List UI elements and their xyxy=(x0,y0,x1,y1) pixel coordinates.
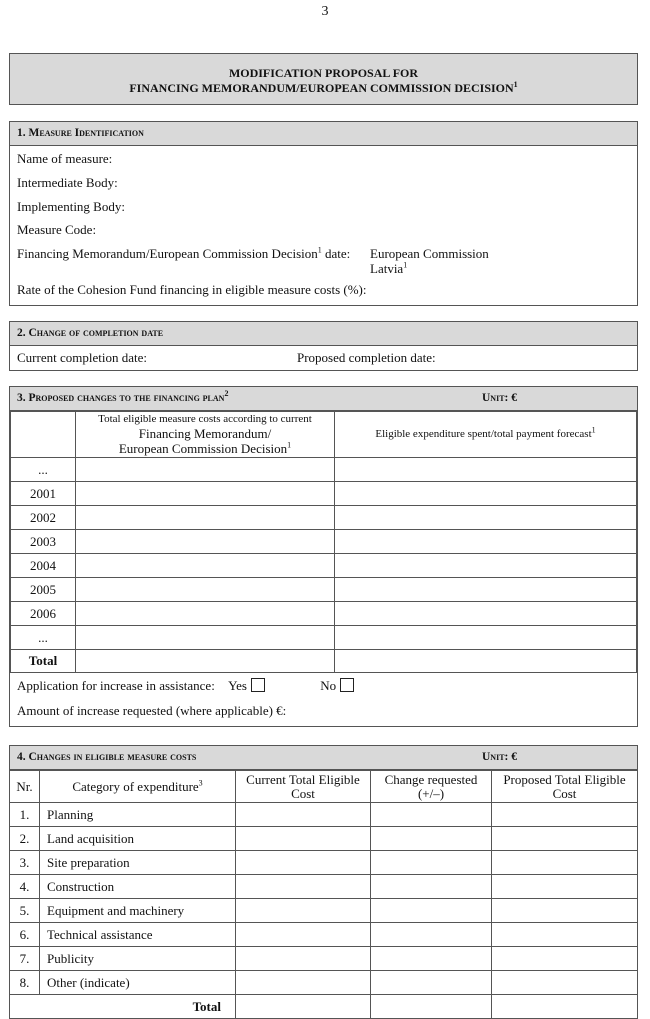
current-cost-cell[interactable] xyxy=(236,899,371,923)
cost-cell[interactable] xyxy=(76,578,335,602)
row-number: 1. xyxy=(10,803,40,827)
section-4-heading: 4. Changes in eligible measure costs Unit: € xyxy=(10,746,637,770)
year-cell: 2006 xyxy=(11,602,76,626)
proposed-cost-cell[interactable] xyxy=(492,875,638,899)
proposed-completion-date-field[interactable]: Proposed completion date: xyxy=(297,350,436,365)
total-label: Total xyxy=(11,650,76,673)
cost-cell[interactable] xyxy=(76,458,335,482)
category-cell: Land acquisition xyxy=(40,827,236,851)
table-header-row xyxy=(10,771,638,803)
proposed-cost-cell[interactable] xyxy=(492,923,638,947)
change-cell[interactable] xyxy=(371,971,492,995)
current-cost-cell[interactable] xyxy=(236,923,371,947)
current-cost-header: Current Total Eligible Cost xyxy=(236,771,371,803)
table-header-row xyxy=(11,412,637,458)
cost-cell[interactable] xyxy=(76,554,335,578)
year-cell: 2001 xyxy=(11,482,76,506)
table-row xyxy=(10,899,638,923)
table-row xyxy=(10,875,638,899)
forecast-cell[interactable] xyxy=(335,530,637,554)
change-cell[interactable] xyxy=(371,947,492,971)
year-cell: ... xyxy=(11,626,76,650)
table-row xyxy=(10,971,638,995)
total-proposed-cell[interactable] xyxy=(492,995,638,1019)
total-costs-header: Total eligible measure costs according to current Financing Memorandum/ European Commission Decision$^1$ xyxy=(76,412,335,458)
proposed-cost-cell[interactable] xyxy=(492,947,638,971)
table-row xyxy=(10,851,638,875)
increase-assistance-row: Application for increase in assistance: Yes No xyxy=(17,678,354,694)
fm-decision-date-field[interactable]: Financing Memorandum/European Commission Decision$^1$ date: xyxy=(17,245,351,261)
current-cost-cell[interactable] xyxy=(236,803,371,827)
proposed-cost-cell[interactable] xyxy=(492,971,638,995)
table-row xyxy=(10,923,638,947)
forecast-cell[interactable] xyxy=(335,554,637,578)
nr-header: Nr. xyxy=(10,771,40,803)
section-eligible-costs xyxy=(9,745,638,1014)
current-cost-cell[interactable] xyxy=(236,875,371,899)
title-line-1: MODIFICATION PROPOSAL FOR xyxy=(228,66,419,80)
section-2-heading: 2. Change of completion date xyxy=(10,322,637,346)
change-cell[interactable] xyxy=(371,875,492,899)
unit-label: Unit: € xyxy=(482,392,517,404)
category-cell: Other (indicate) xyxy=(40,971,236,995)
forecast-cell[interactable] xyxy=(335,626,637,650)
table-row xyxy=(11,482,637,506)
change-cell[interactable] xyxy=(371,803,492,827)
section-3-heading: 3. Proposed changes to the financing plan$^2$ Unit: € xyxy=(10,387,637,411)
financing-plan-table xyxy=(10,411,637,673)
forecast-cell[interactable] xyxy=(335,602,637,626)
total-change-cell[interactable] xyxy=(371,995,492,1019)
category-cell: Technical assistance xyxy=(40,923,236,947)
table-row xyxy=(11,554,637,578)
name-of-measure-field[interactable]: Name of measure: xyxy=(17,151,113,166)
total-cost-cell[interactable] xyxy=(76,650,335,673)
category-cell: Planning xyxy=(40,803,236,827)
row-number: 3. xyxy=(10,851,40,875)
change-cell[interactable] xyxy=(371,923,492,947)
change-requested-header: Change requested (+/–) xyxy=(371,771,492,803)
intermediate-body-field[interactable]: Intermediate Body: xyxy=(17,175,118,190)
title-line-2: FINANCING MEMORANDUM/EUROPEAN COMMISSION DECISION$^1$ xyxy=(129,80,518,95)
no-checkbox[interactable] xyxy=(340,678,354,692)
current-cost-cell[interactable] xyxy=(236,851,371,875)
page-number: 3 xyxy=(321,4,329,19)
current-completion-date-field[interactable]: Current completion date: xyxy=(17,350,147,365)
total-current-cell[interactable] xyxy=(236,995,371,1019)
change-cell[interactable] xyxy=(371,851,492,875)
eligible-costs-table xyxy=(9,770,638,1019)
year-cell: 2005 xyxy=(11,578,76,602)
row-number: 2. xyxy=(10,827,40,851)
proposed-cost-cell[interactable] xyxy=(492,803,638,827)
proposed-cost-cell[interactable] xyxy=(492,851,638,875)
cost-cell[interactable] xyxy=(76,506,335,530)
table-row xyxy=(11,626,637,650)
section-completion-date xyxy=(9,321,638,371)
cohesion-rate-field[interactable]: Rate of the Cohesion Fund financing in eligible measure costs (%): xyxy=(17,282,367,297)
year-cell: 2004 xyxy=(11,554,76,578)
category-cell: Site preparation xyxy=(40,851,236,875)
proposed-cost-cell[interactable] xyxy=(492,899,638,923)
yes-label: Yes xyxy=(228,678,247,693)
table-row xyxy=(10,827,638,851)
table-row xyxy=(11,506,637,530)
table-row xyxy=(11,578,637,602)
table-row xyxy=(11,530,637,554)
change-cell[interactable] xyxy=(371,827,492,851)
section-financing-plan xyxy=(9,386,638,727)
section-measure-identification xyxy=(9,121,638,306)
section-1-heading: 1. Measure Identification xyxy=(10,122,637,146)
no-label: No xyxy=(320,678,337,693)
total-forecast-cell[interactable] xyxy=(335,650,637,673)
row-number: 4. xyxy=(10,875,40,899)
category-header: Category of expenditure$^3$ xyxy=(40,771,236,803)
table-row xyxy=(11,458,637,482)
measure-code-field[interactable]: Measure Code: xyxy=(17,222,97,237)
table-row xyxy=(11,602,637,626)
category-cell: Equipment and machinery xyxy=(40,899,236,923)
expenditure-header: Eligible expenditure spent/total payment forecast$^1$ xyxy=(335,412,637,458)
category-cell: Construction xyxy=(40,875,236,899)
cost-cell[interactable] xyxy=(76,482,335,506)
total-row xyxy=(10,995,638,1019)
cost-cell[interactable] xyxy=(76,602,335,626)
row-number: 7. xyxy=(10,947,40,971)
forecast-cell[interactable] xyxy=(335,578,637,602)
current-cost-cell[interactable] xyxy=(236,947,371,971)
total-row xyxy=(11,650,637,673)
row-number: 5. xyxy=(10,899,40,923)
forecast-cell[interactable] xyxy=(335,482,637,506)
current-cost-cell[interactable] xyxy=(236,971,371,995)
unit-label: Unit: € xyxy=(482,751,517,763)
proposed-cost-cell[interactable] xyxy=(492,827,638,851)
year-header-cell xyxy=(11,412,76,458)
total-label: Total xyxy=(10,995,236,1019)
proposed-cost-header: Proposed Total Eligible Cost xyxy=(492,771,638,803)
year-cell: ... xyxy=(11,458,76,482)
row-number: 8. xyxy=(10,971,40,995)
cost-cell[interactable] xyxy=(76,530,335,554)
ec-label: European Commission xyxy=(370,246,489,261)
cost-cell[interactable] xyxy=(76,626,335,650)
table-row xyxy=(10,947,638,971)
category-cell: Publicity xyxy=(40,947,236,971)
year-cell: 2003 xyxy=(11,530,76,554)
implementing-body-field[interactable]: Implementing Body: xyxy=(17,199,125,214)
forecast-cell[interactable] xyxy=(335,506,637,530)
forecast-cell[interactable] xyxy=(335,458,637,482)
yes-checkbox[interactable] xyxy=(251,678,265,692)
latvia-label: Latvia$^1$ xyxy=(370,260,408,276)
document-title xyxy=(9,53,638,105)
amount-increase-field[interactable]: Amount of increase requested (where applicable) €: xyxy=(17,703,287,718)
table-row xyxy=(10,803,638,827)
change-cell[interactable] xyxy=(371,899,492,923)
row-number: 6. xyxy=(10,923,40,947)
current-cost-cell[interactable] xyxy=(236,827,371,851)
year-cell: 2002 xyxy=(11,506,76,530)
